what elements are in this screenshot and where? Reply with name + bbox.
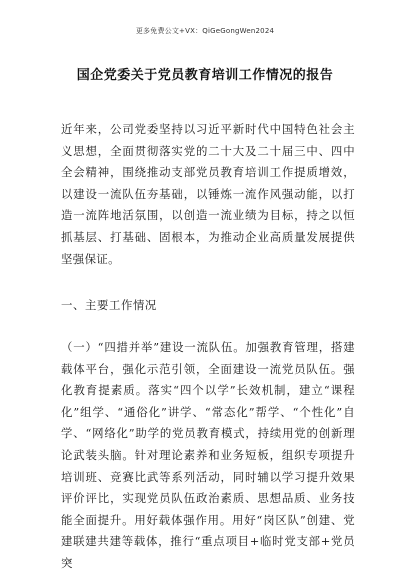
section-paragraph-text: （一）“四措并举”建设一流队伍。加强教育管理，搭建载体平台，强化示范引领，全面建设一流党员队伍。强化教育提素质。落实“四个以学”长效机制，建立“课程化”组学、“通俗化”讲学、“常态化”帮学、“个性化”自学、“网络化”助学的党员教育模式，持续用党的创新理论武装头脑。针对理论素养和业务短板，组织专项提升培训班、竞赛比武等系列活动，同时辅以学习提升效果评价评比，实现党员队伍政治素质、思想品质、业务技能全面提升。用好载体强作用。用好“岗区队”创建、党建联建共建等载体，推行“重点项目+临时党支部+党员突 (61, 340, 355, 570)
document-title: 国企党委关于党员教育培训工作情况的报告 (76, 68, 334, 83)
section-paragraph (61, 337, 355, 575)
section-heading: 一、主要工作情况 (61, 298, 157, 312)
intro-paragraph-text: 近年来，公司党委坚持以习近平新时代中国特色社会主义思想，全面贯彻落实党的二十大及二十届三中、四中全会精神，围绕推动支部党员教育培训工作提质增效，以建设一流队伍夯基础，以锤炼一流作风强动能，以打造一流阵地活氛围，以创造一流业绩为目标，持之以恒抓基层、打基础、固根本，为推动企业高质量发展提供坚强保证。 (61, 122, 355, 266)
intro-paragraph (61, 119, 355, 270)
header-note: 更多免费公文+VX：QiGeGongWen2024 (135, 27, 275, 35)
